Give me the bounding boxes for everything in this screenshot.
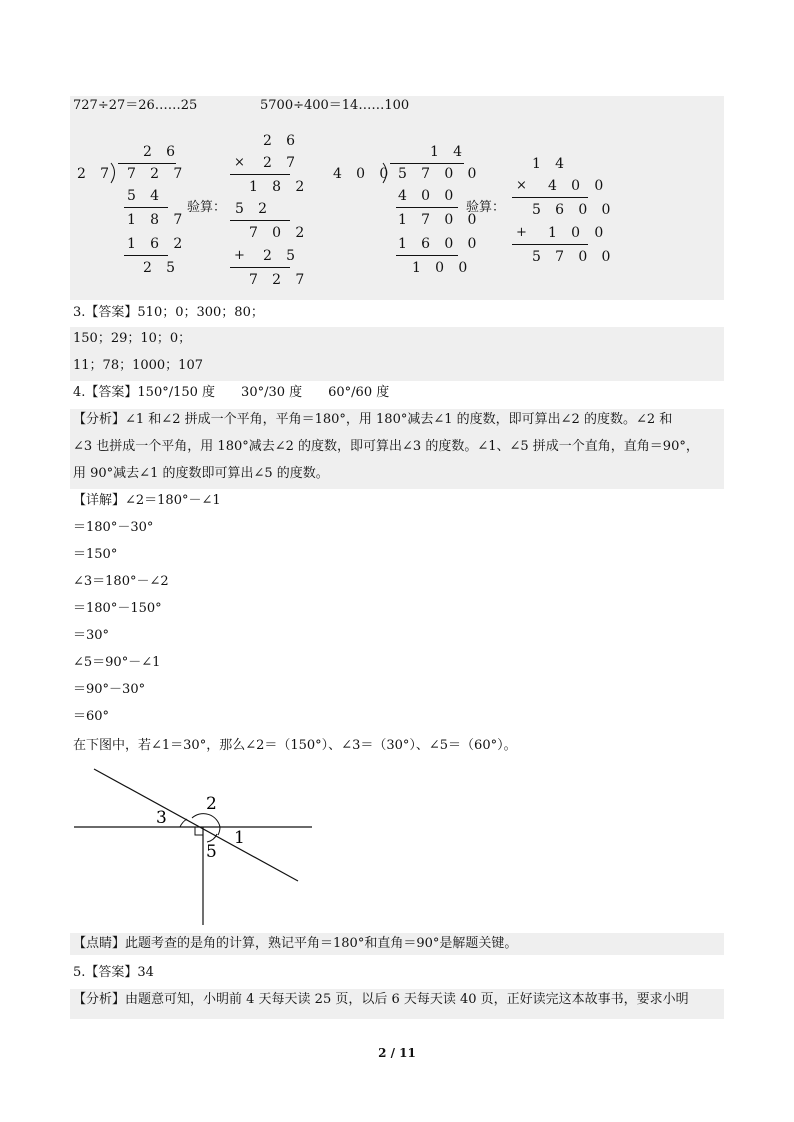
div1-quotient: 2 6	[143, 144, 180, 160]
q4-detail-8: ＝90°－30°	[73, 682, 146, 697]
q4-detail-7: ∠5＝90°－∠1	[73, 655, 161, 670]
q4-detail-2: ＝180°－30°	[73, 520, 154, 535]
div1-dividend: 7 2 7	[127, 166, 188, 182]
div2-step2: 1 7 0 0	[398, 212, 482, 228]
q4-comment: 【点睛】此题考查的是角的计算，熟记平角＝180°和直角＝90°是解题关键。	[73, 936, 518, 951]
div2-divisor: 4 0 0	[333, 166, 394, 182]
verify-label-2: 验算：	[466, 200, 506, 215]
div2-dividend: 5 7 0 0	[398, 166, 482, 182]
angle-5-label: 5	[206, 842, 217, 862]
mul1-p2: 5 2	[235, 201, 272, 217]
q5-answer: 5.【答案】34	[73, 965, 154, 980]
mul1-add: 2 5	[263, 248, 300, 264]
div1-divisor: 2 7	[77, 166, 114, 182]
angle-3-label: 3	[156, 808, 167, 828]
mul1-rule1	[230, 174, 290, 175]
div2-bracket	[381, 162, 391, 184]
mul1-multiplier: 2 7	[263, 155, 300, 171]
q4-detail-5: ＝180°－150°	[73, 601, 162, 616]
div2-step1: 4 0 0	[398, 188, 459, 204]
verify-label-1: 验算：	[187, 200, 227, 215]
angle-3-arc	[180, 819, 187, 827]
slanted-line	[94, 769, 298, 881]
q4-detail-1: 【详解】∠2＝180°－∠1	[73, 493, 221, 508]
mul1-times: ×	[234, 155, 245, 170]
q4-analysis-1: 【分析】∠1 和∠2 拼成一个平角，平角＝180°，用 180°减去∠1 的度数，即可算出∠2 的度数。∠2 和	[73, 412, 673, 427]
mul1-p1: 1 8 2	[249, 179, 310, 195]
div1-bracket	[109, 162, 119, 184]
q4-detail-9: ＝60°	[73, 709, 110, 724]
mul2-times: ×	[516, 178, 527, 193]
div2-step3: 1 6 0 0	[398, 236, 482, 252]
div1-step1: 5 4	[127, 188, 164, 204]
angle-figure	[72, 763, 315, 927]
div1-rule1	[124, 207, 168, 208]
div2-bar	[390, 163, 464, 164]
mul1-plus: +	[234, 248, 245, 263]
mul2-rule2	[512, 244, 588, 245]
mul2-result: 5 7 0 0	[532, 249, 616, 265]
angle-2-label: 2	[206, 794, 217, 814]
div1-bar	[118, 163, 176, 164]
equation-1: 727÷27＝26……25	[73, 98, 198, 113]
q4-analysis-3: 用 90°减去∠1 的度数即可算出∠5 的度数。	[73, 466, 329, 481]
mul1-top: 2 6	[263, 133, 300, 149]
div2-rule2	[396, 255, 458, 256]
mul2-multiplier: 4 0 0	[548, 178, 609, 194]
q5-analysis: 【分析】由题意可知，小明前 4 天每天读 25 页，以后 6 天每天读 40 页，正好读完这本故事书，要求小明	[73, 992, 689, 1007]
mul1-rule3	[230, 267, 290, 268]
mul1-rule2	[230, 220, 290, 221]
angle-1-label: 1	[234, 828, 245, 848]
div1-step3: 1 6 2	[127, 236, 188, 252]
q4-question: 在下图中，若∠1＝30°，那么∠2＝（150°）、∠3＝（30°）、∠5＝（60°）。	[73, 738, 517, 753]
div1-remainder: 2 5	[143, 260, 180, 276]
mul1-result: 7 2 7	[249, 272, 310, 288]
div1-step2: 1 8 7	[127, 212, 188, 228]
mul1-sum: 7 0 2	[249, 225, 310, 241]
q3-answer: 3.【答案】510；0；300；80；	[73, 305, 264, 320]
div2-quotient: 1 4	[430, 144, 467, 160]
mul2-add: 1 0 0	[548, 225, 609, 241]
mul2-p1: 5 6 0 0	[532, 202, 616, 218]
q3-line2: 150；29；10；0；	[73, 331, 192, 346]
q4-detail-3: ＝150°	[73, 547, 118, 562]
q4-answer: 4.【答案】150°/150 度 30°/30 度 60°/60 度	[73, 385, 390, 400]
mul2-top: 1 4	[532, 156, 569, 172]
q4-detail-4: ∠3＝180°－∠2	[73, 574, 169, 589]
q4-analysis-2: ∠3 也拼成一个平角，用 180°减去∠2 的度数，即可算出∠3 的度数。∠1、∠5 拼成一个直角，直角＝90°，	[73, 439, 699, 454]
q4-detail-6: ＝30°	[73, 628, 110, 643]
div1-rule2	[124, 255, 168, 256]
mul2-rule1	[512, 197, 588, 198]
div2-rule1	[396, 207, 458, 208]
q3-line3: 11；78；1000；107	[73, 358, 203, 373]
page-number: 2 / 11	[378, 1046, 416, 1060]
div2-remainder: 1 0 0	[412, 260, 473, 276]
mul2-plus: +	[516, 225, 527, 240]
equation-2: 5700÷400＝14……100	[260, 98, 410, 113]
angle-1-arc	[218, 827, 220, 835]
